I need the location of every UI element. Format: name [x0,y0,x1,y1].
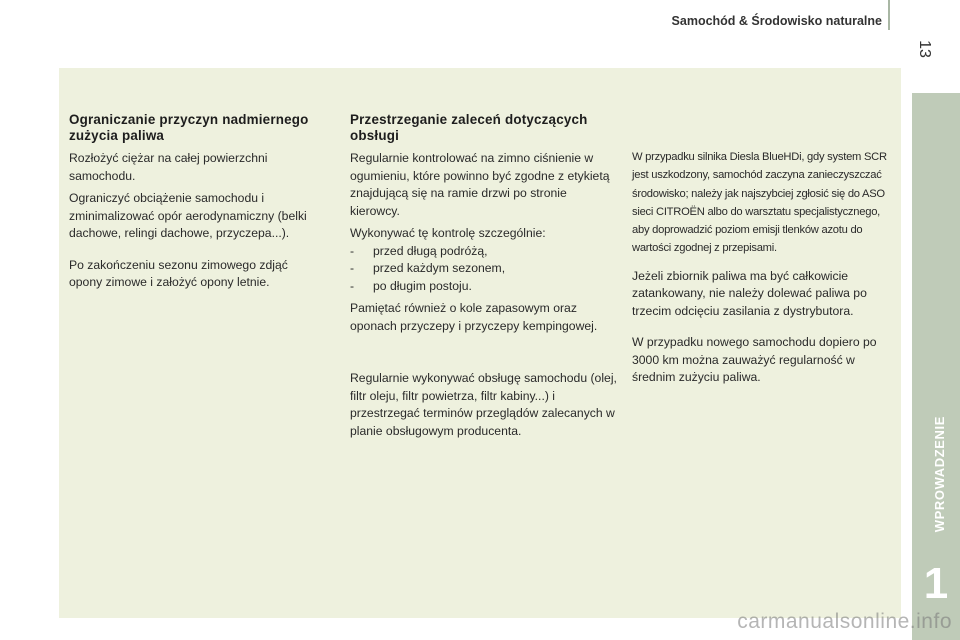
watermark: carmanualsonline.info [737,610,952,633]
paragraph: Regularnie wykonywać obsługę samochodu (olej, filtr oleju, filtr powietrza, filtr kabiny...) i przestrzegać terminów przeglądów zalecanych w planie obsługowym producenta. [350,371,617,438]
column-maintenance [350,112,620,445]
list-item: - po długim postoju. [350,278,620,296]
header-divider [888,0,890,30]
chapter-side-tab[interactable] [912,93,960,640]
section-header-title: Samochód & Środowisko naturalne [671,14,882,28]
paragraph: Wykonywać tę kontrolę szczególnie: [350,226,546,240]
column-diesel-notes [632,148,894,392]
paragraph: Rozłożyć ciężar na całej powierzchni samochodu. [69,151,268,183]
chapter-number: 1 [923,559,949,608]
heading-maintenance: Przestrzeganie zaleceń dotyczących obsługi [350,112,588,143]
paragraph: Po zakończeniu sezonu zimowego zdjąć opony zimowe i założyć opony letnie. [69,257,288,289]
list-item: - przed długą podróżą, [350,243,620,261]
paragraph: Jeżeli zbiornik paliwa ma być całkowicie zatankowany, nie należy dolewać paliwa po trzecim odcięciu zasilania z dystrybutora. [632,268,867,318]
paragraph: Regularnie kontrolować na zimno ciśnienie w ogumieniu, które powinno być zgodne z etykietą znajdującą się na ramie drzwi po stronie kierowcy. [350,151,610,218]
page-number: 13 [916,40,933,58]
column-fuel-consumption [69,112,319,297]
check-list [350,243,620,296]
list-item: - przed każdym sezonem, [350,260,620,278]
chapter-tab-label: WPROWADZENIE [932,416,947,533]
paragraph-bluehdi: W przypadku silnika Diesla BlueHDi, gdy system SCR jest uszkodzony, samochód zaczyna zanieczyszczać środowisko; należy jak najszybciej zgłosić się do ASO sieci CITROËN albo do warsztatu specjalistycznego, aby doprowadzić poziom emisji tlenków azotu do wartości zgodnej z przepisami. [632,151,887,255]
paragraph: Ograniczyć obciążenie samochodu i zminimalizować opór aerodynamiczny (belki dachowe, relingi dachowe, przyczepa...). [69,191,307,240]
paragraph: Pamiętać również o kole zapasowym oraz oponach przyczepy i przyczepy kempingowej. [350,301,598,333]
heading-fuel-consumption: Ograniczanie przyczyn nadmiernego zużycia paliwa [69,112,309,143]
paragraph: W przypadku nowego samochodu dopiero po 3000 km można zauważyć regularność w średnim zużyciu paliwa. [632,335,877,385]
